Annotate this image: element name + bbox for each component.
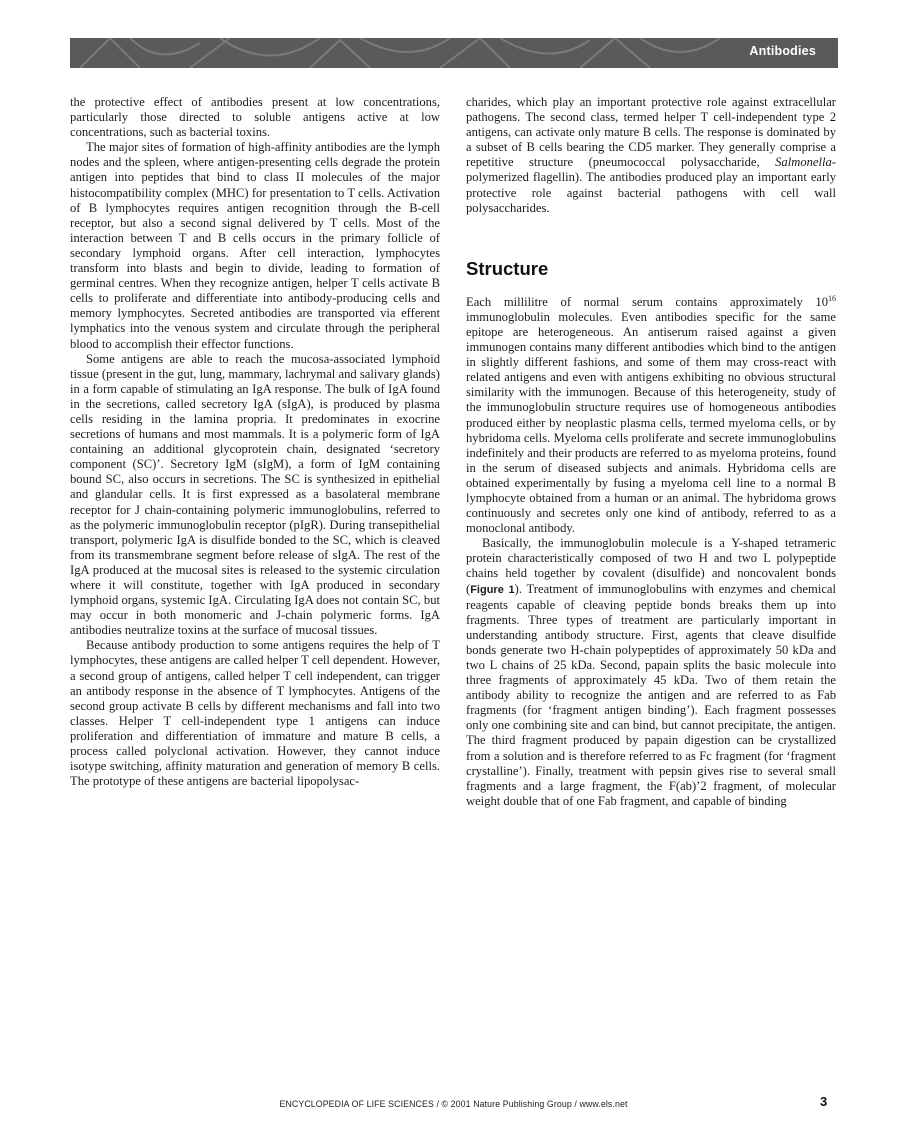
section-heading: Structure xyxy=(466,257,549,279)
figure-link[interactable]: Figure 1 xyxy=(470,583,515,596)
text-run: Basically, the immunoglobulin molecule is a Y-shaped tetrameric protein characteristically composed of two H and two L polypeptide chains held together by covalent (disulfide) and noncovalent bonds ( xyxy=(466,536,836,596)
paragraph: the protective effect of antibodies present at low concentrations, particularly those directed to soluble antigens active at low concentrations, such as bacterial toxins. xyxy=(70,95,440,140)
paragraph: The major sites of formation of high-affinity antibodies are the lymph nodes and the spleen, where antigen-presenting cells degrade the protein antigen into peptides that bind to class II molecules of the major histocompatibility complex (MHC) for presentation to T cells. Activation of B lymphocytes requires antigen recognition through the B-cell receptor, but also a second signal delivered by T cells. Most of the interaction between T and B cells occurs in the primary follicle of secondary lymphoid organs. After cell interaction, lymphocytes transform into blasts and begin to divide, leading to formation of germinal centres. When they recognize antigen, helper T cells activate B cells to proliferate and differentiate into antibody-producing cells and memory lymphocytes. Secreted antibodies are transported via efferent lymphatics into the venous system and circulate through the peripheral blood to accomplish their effector functions. xyxy=(70,140,440,351)
paragraph: Some antigens are able to reach the mucosa-associated lymphoid tissue (present in the gut, lung, mammary, lachrymal and salivary glands) in a form capable of stimulating an IgA response. The bulk of IgA found in the secretions, called secretory IgA (sIgA), is produced by plasma cells residing in the lamina propria. It predominates in exocrine secretions of humans and most mammals. It is a polymeric form of IgA containing an additional glycoprotein chain, designated ‘secretory component (SC)’. Secretory IgM (sIgM), a form of IgM containing bound SC, also occurs in secretions. The SC is synthesized in epithelial and glandular cells. It is first expressed as a basolateral membrane receptor for J chain-containing polymeric immunoglobulins, referred to as the polymeric immunoglobulin receptor (pIgR). During transepithelial transport, polymeric IgA is disulfide bonded to the SC, which is cleaved from its transmembrane segment before release of sIgA. The rest of the IgA produced at the mucosal sites is released to the systemic circulation where it will constitute, together with IgA produced in secondary lymphoid organs, systemic IgA. Circulating IgA does not contain SC, but may occur in both monomeric and J-chain polymeric forms. IgA antibodies neutralize toxins at the surface of mucosal tissues. xyxy=(70,351,440,638)
right-column xyxy=(466,95,836,809)
text-run: Each millilitre of normal serum contains approximately 10 xyxy=(466,294,828,309)
paragraph xyxy=(466,536,836,809)
superscript: 16 xyxy=(828,293,836,303)
paragraph xyxy=(466,295,836,537)
text-run: -polymerized flagellin). The antibodies produced play an important early protective role against bacterial pathogens with cell wall polysaccharides. xyxy=(466,155,836,215)
banner-decoration-icon xyxy=(70,38,838,68)
running-title: Antibodies xyxy=(749,44,816,58)
text-run: ). Treatment of immunoglobulins with enzymes and chemical reagents capable of cleaving peptide bonds breaks them up into fragments. Three types of treatment are particularly important in understanding antibody structure. First, agents that cleave disulfide bonds generate two H-chain polypeptides of approximately 50 kDa and two L chains of 25 kDa. Second, papain splits the basic molecule into three fragments of approximately 45 kDa. Two of them retain the antibody ability to recognize the antigen and are referred to as Fab fragments (for ‘fragment antigen binding’). Each fragment possesses only one combining site and can bind, but cannot precipitate, the antigen. The third fragment produced by papain digestion can be crystallized from a solution and is therefore referred to as Fc fragment (for ‘fragment crystalline’). Finally, treatment with pepsin gives rise to several small fragments and a large fragment, the F(ab)’2 fragment, of molecular weight double that of one Fab fragment, and capable of binding xyxy=(466,581,836,808)
text-run: charides, which play an important protective role against extracellular pathogens. The second class, termed helper T cell-independent type 2 antigens, can activate only mature B cells. The response is dominated by a subset of B cells bearing the CD5 marker. They generally comprise a repetitive structure (pneumococcal polysaccharide, xyxy=(466,95,836,170)
text-run: immunoglobulin molecules. Even antibodies specific for the same epitope are heterogeneous. An antiserum raised against a given immunogen contains many different antibodies which bind to the antigen in slightly different fashions, and some of them may cross-react with related antigens and even with antigens exhibiting no obvious structural similarity with the immunogen. Because of this heterogeneity, study of the immunoglobulin structure requires use of homogeneous antibodies produced either by neoplastic plasma cells, termed myeloma cells, or by hybridoma cells. Myeloma cells proliferate and secrete immunoglobulins indefinitely and their products are referred to as myeloma proteins, found in the serum of diseased subjects and animals. Hybridoma cells are obtained experimentally by fusing a myeloma cell line to a normal B lymphocyte obtained from a human or an animal. The hybridoma grows continuously and secretes only one kind of antibody, referred to as a monoclonal antibody. xyxy=(466,309,836,536)
header-banner xyxy=(70,38,838,68)
left-column xyxy=(70,95,440,789)
page-number: 3 xyxy=(820,1094,828,1109)
paragraph: Because antibody production to some antigens requires the help of T lymphocytes, these antigens are called helper T cell dependent. However, a second group of antigens, called helper T cell independent, can trigger an antibody response in the absence of T lymphocytes. Antigens of the second group activate B cells by different mechanisms and fall into two classes. Helper T cell-independent type 1 antigens can induce proliferation and differentiation of immature and mature B cells, a process called polyclonal activation. However, they cannot induce isotype switching, affinity maturation and generation of memory B cells. The prototype of these antigens are bacterial lipopolysac- xyxy=(70,638,440,789)
paragraph xyxy=(466,95,836,216)
italic-term: Salmonella xyxy=(775,155,832,170)
footer-citation: ENCYCLOPEDIA OF LIFE SCIENCES / © 2001 Nature Publishing Group / www.els.net xyxy=(279,1099,628,1109)
